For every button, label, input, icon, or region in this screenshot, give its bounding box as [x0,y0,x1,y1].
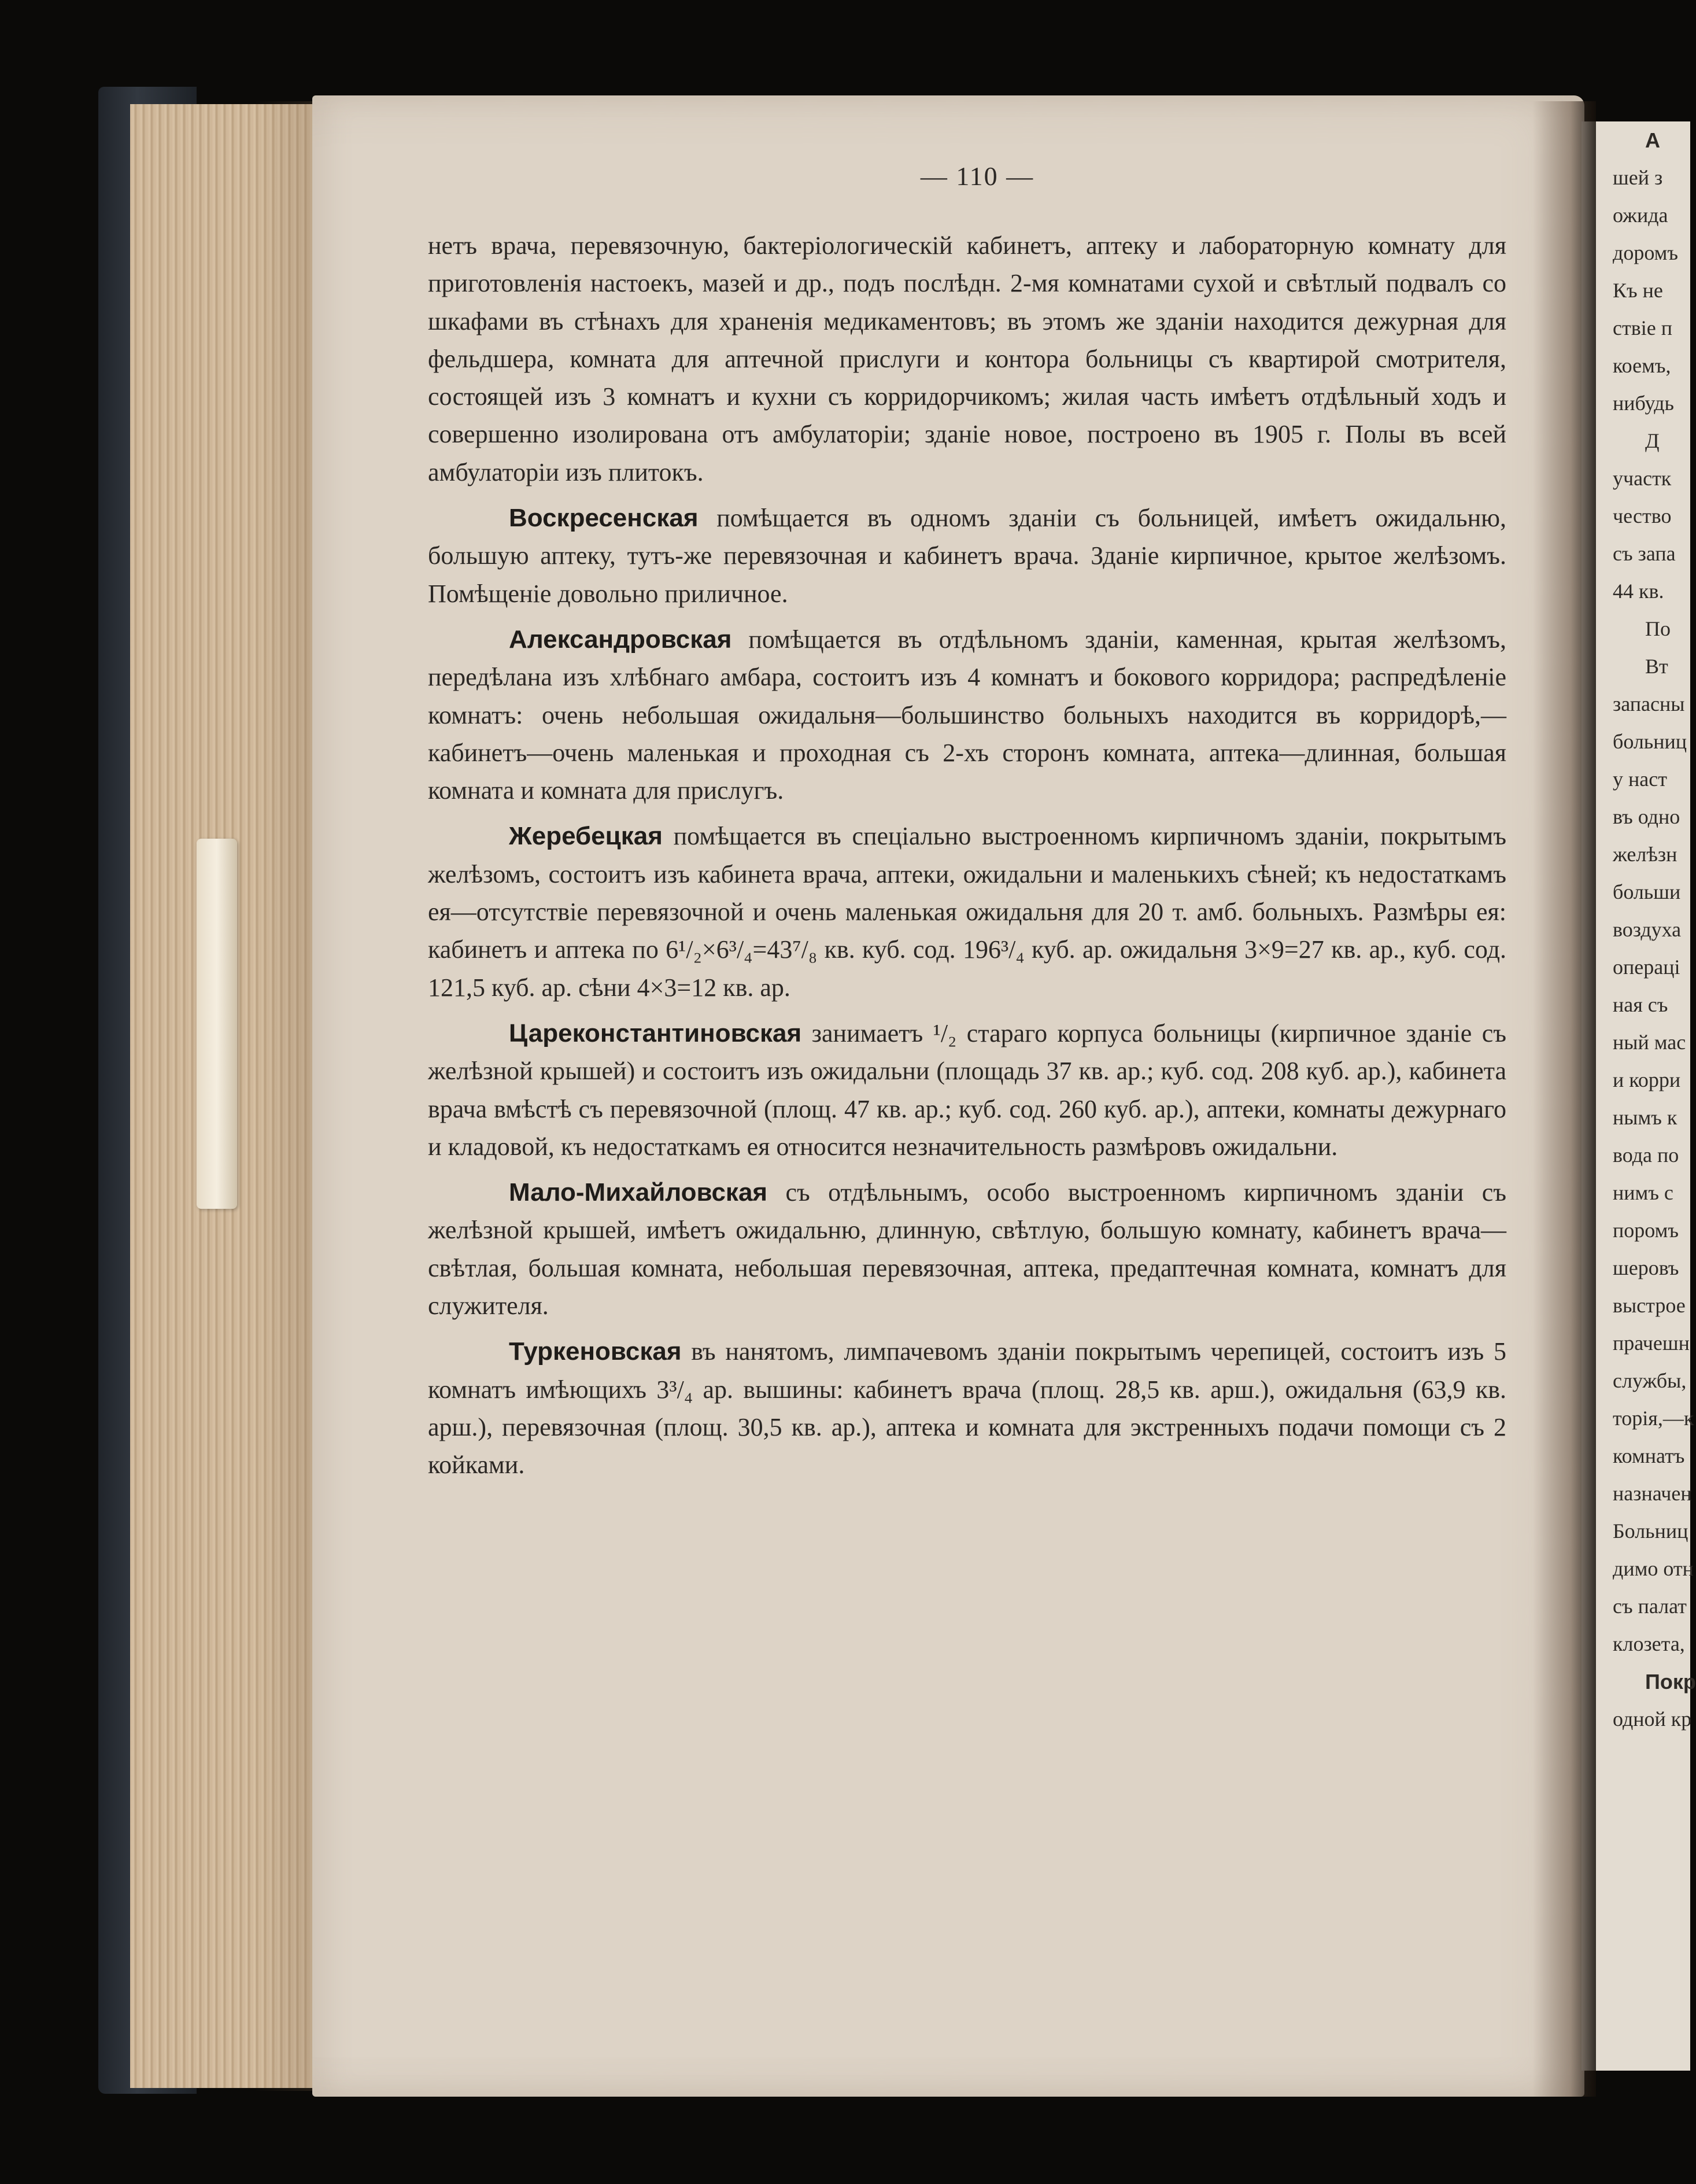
right-page [1582,121,1696,2071]
right-page-line: клозета, [1613,1632,1685,1655]
right-page-line: одной кр [1613,1707,1692,1731]
right-page-line: ствіе п [1613,316,1672,340]
right-page-line: нымъ к [1613,1106,1677,1129]
right-page-line: поромъ [1613,1219,1679,1242]
paragraph-heading: Туркеновская [509,1337,682,1366]
paragraph-text: помѣщается въ отдѣльномъ зданіи, каменная, крытая желѣзомъ, передѣлана изъ хлѣбнаго амбара, состоитъ изъ 4 комнатъ и бокового корридора; распредѣленіе комнатъ: очень небольшая ожидальня—большинство больныхъ находится въ корридорѣ,—кабинетъ—очень маленькая и проходная съ 2-хъ сторонъ комната, аптека—длинная, большая комната и комната для прислугъ. [428,625,1506,805]
right-page-line: воздуха [1613,918,1682,941]
right-page-line: димо отн [1613,1557,1694,1580]
right-page-line: доромъ [1613,241,1679,264]
page-number: — 110 — [920,161,1034,191]
right-page-line: Къ не [1613,279,1663,302]
right-page-line: въ одно [1613,805,1680,828]
right-page-line: Больниц [1613,1519,1688,1543]
right-page-line: и корри [1613,1068,1681,1091]
right-page-line: шеровъ [1613,1256,1679,1279]
right-page-line: больши [1613,880,1681,903]
paragraph-text: помѣщается въ одномъ зданіи съ больницей, имѣетъ ожидальню, большую аптеку, тутъ-же перевязочная и кабинетъ врача. Зданіе кирпичное, крытое желѣзомъ. Помѣщеніе довольно приличное. [428,504,1506,608]
bookmark-slip [197,839,237,1209]
right-page-line: выстрое [1613,1294,1686,1317]
right-page-line: чество [1613,504,1672,527]
paragraph [428,1333,1506,1484]
right-page-line: желѣзн [1613,843,1677,866]
right-page-line: Покр [1645,1670,1696,1694]
right-page-line: участк [1613,467,1672,490]
paragraph-text: нетъ врача, перевязочную, бактеріологическій кабинетъ, аптеку и лабораторную комнату для приготовленія настоекъ, мазей и др., подъ послѣдн. 2-мя комнатами сухой и свѣтлый подвалъ со шкафами въ стѣнахъ для храненія медикаментовъ; въ этомъ же зданіи находится дежурная для фельдшера, комната для аптечной прислуги и контора больницы съ квартирой смотрителя, состоящей изъ 3 комнатъ и кухни съ корридорчикомъ; жилая часть имѣетъ отдѣльный ходъ и совершенно изолирована отъ амбулаторіи; зданіе новое, построено въ 1905 г. Полы въ всей амбулаторіи изъ плитокъ. [428,231,1506,486]
paragraph-text: занимаетъ ¹/₂ стараго корпуса больницы (кирпичное зданіе съ желѣзной крышей) и состоитъ изъ ожидальни (площадь 37 кв. ар.; куб. сод. 208 куб. ар.), кабинета врача вмѣстѣ съ перевязочной (площ. 47 кв. ар.; куб. сод. 260 куб. ар.), аптеки, комнаты дежурнаго и кладовой, къ недостаткамъ ея относится незначительность размѣровъ ожидальни. [428,1019,1506,1161]
page-edges-shadow [254,101,318,2091]
paragraph-text: въ нанятомъ, лимпачевомъ зданіи покрытымъ черепицей, состоитъ изъ 5 комнатъ имѣющихъ 3³/₄ ар. вышины: кабинетъ врача (площ. 28,5 кв. арш.), ожидальня (63,9 кв. арш.), перевязочная (площ. 30,5 кв. ар.), аптека и комната для экстренныхъ подачи помощи съ 2 койками. [428,1337,1506,1480]
right-page-line: запасны [1613,692,1685,715]
right-page-line: ожида [1613,204,1668,227]
right-page-line: коемъ, [1613,354,1671,377]
paragraph-text: съ отдѣльнымъ, особо выстроенномъ кирпичномъ зданіи съ желѣзной крышей, имѣетъ ожидальню, длинную, свѣтлую, большую комнату, кабинетъ врача—свѣтлая, большая комната, небольшая перевязочная, аптека, предаптечная комната, комнатъ для служителя. [428,1178,1506,1320]
right-page-line: Д [1645,429,1660,452]
right-page-line: съ запа [1613,542,1676,565]
paragraph [428,227,1506,491]
paragraph-text: помѣщается въ спеціально выстроенномъ кирпичномъ зданіи, покрытымъ желѣзомъ, состоитъ изъ кабинета врача, аптеки, ожидальни и маленькихъ сѣней; къ недостаткамъ ея—отсутствіе перевязочной и очень маленькая ожидальня для 20 т. амб. больныхъ. Размѣры ея: кабинетъ и аптека по 6¹/₂×6³/₄=43⁷/₈ кв. куб. сод. 196³/₄ куб. ар. ожидальня 3×9=27 кв. ар., куб. сод. 121,5 куб. ар. сѣни 4×3=12 кв. ар. [428,822,1506,1002]
right-page-line: операці [1613,956,1680,979]
right-page-line: торія,—к [1613,1407,1694,1430]
paragraph-heading: Жеребецкая [509,822,663,851]
right-page-line: больниц [1613,730,1687,753]
paragraph-heading: Мало-Михайловская [509,1178,768,1207]
right-page-line: комнатъ [1613,1444,1685,1467]
paragraph-heading: Воскресенская [509,504,699,533]
paragraph [428,1174,1506,1325]
right-page-line: По [1645,617,1671,640]
book-gutter [1532,101,1596,2097]
right-page-line: А [1645,128,1660,152]
paragraph [428,1014,1506,1165]
paragraph-heading: Александровская [509,625,732,654]
right-page-line: съ палат [1613,1595,1687,1618]
right-page-line: 44 кв. [1613,580,1664,603]
right-page-line: ный мас [1613,1031,1686,1054]
paragraph-heading: Цареконстантиновская [509,1019,802,1047]
right-page-line: прачешн [1613,1331,1690,1355]
right-page-line: шей з [1613,166,1663,189]
paragraph [428,817,1506,1006]
right-page-text [1582,121,1696,1738]
right-page-line: службы, [1613,1369,1687,1392]
right-page-line: назначен [1613,1482,1692,1505]
right-page-line: нимъ с [1613,1181,1673,1204]
paragraph [428,621,1506,809]
right-page-line: нибудь [1613,392,1674,415]
right-page-line: вода по [1613,1143,1679,1167]
page-body [428,227,1506,1492]
paragraph [428,499,1506,613]
right-page-line: ная съ [1613,993,1668,1016]
right-page-line: у наст [1613,768,1667,791]
right-page-line: Вт [1645,655,1668,678]
